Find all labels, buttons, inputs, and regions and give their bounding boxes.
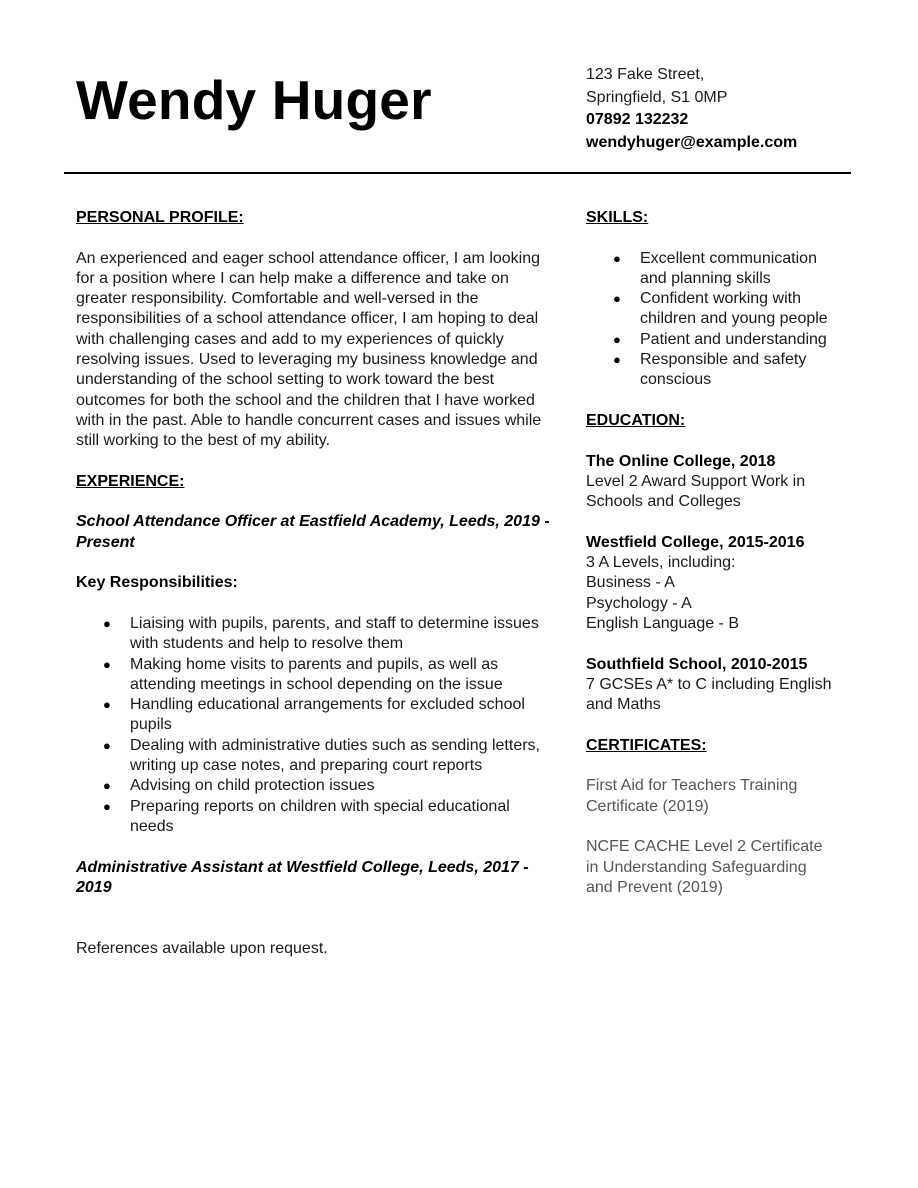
phone-number: 07892 132232 <box>586 111 689 128</box>
list-item: ● Excellent communication and planning skills <box>586 249 836 290</box>
key-responsibilities-label: Key Responsibilities: <box>76 574 238 592</box>
education-entry-title: Southfield School, 2010-2015 <box>586 655 808 673</box>
skills-heading: SKILLS: <box>586 209 649 226</box>
education-heading: EDUCATION: <box>586 411 686 429</box>
certificates-heading: CERTIFICATES: <box>586 736 707 754</box>
education-entry-line: 7 GCSEs A* to C including English and Maths <box>586 675 832 714</box>
personal-profile-heading: PERSONAL PROFILE: <box>76 209 244 226</box>
list-item: ● Advising on child protection issues <box>76 776 551 796</box>
experience-heading: EXPERIENCE: <box>76 472 185 490</box>
education-entry-line: Business - A <box>586 574 675 592</box>
responsibilities-list <box>76 614 551 837</box>
list-item: ● Responsible and safety conscious <box>586 350 836 391</box>
header-divider <box>64 172 851 174</box>
candidate-name: Wendy Huger <box>76 69 432 131</box>
certificate-item: NCFE CACHE Level 2 Certificate in Understanding Safeguarding and Prevent (2019) <box>586 838 823 896</box>
job-title-1: School Attendance Officer at Eastfield Academy, Leeds, 2019 - Present <box>76 513 550 551</box>
list-item: ● Confident working with children and young people <box>586 289 836 330</box>
certificate-item: First Aid for Teachers Training Certificate (2019) <box>586 777 798 815</box>
list-item: ● Preparing reports on children with special educational needs <box>76 797 551 838</box>
list-item: ● Liaising with pupils, parents, and staff to determine issues with students and help to resolve them <box>76 614 551 655</box>
education-entry-title: The Online College, 2018 <box>586 452 776 470</box>
right-column <box>586 208 836 898</box>
list-item: ● Making home visits to parents and pupils, as well as attending meetings in school depending on the issue <box>76 655 551 696</box>
education-entry-title: Westfield College, 2015-2016 <box>586 533 805 551</box>
education-entry-line: 3 A Levels, including: <box>586 554 736 572</box>
skills-list <box>586 249 836 391</box>
list-item: ● Patient and understanding <box>586 330 836 350</box>
left-column <box>76 208 551 959</box>
email-address: wendyhuger@example.com <box>586 133 798 151</box>
education-entry-line: English Language - B <box>586 614 739 632</box>
contact-block <box>586 64 797 154</box>
references-note: References available upon request. <box>76 939 328 957</box>
education-entry-line: Level 2 Award Support Work in Schools and Colleges <box>586 472 806 511</box>
personal-profile-text: An experienced and eager school attendance officer, I am looking for a position where I can help make a difference and take on greater responsibility. Comfortable and well-versed in the responsibilities of a school attendance officer, I am hoping to deal with challenging cases and add to my experiences of quickly resolving issues. Used to leveraging my business knowledge and understanding of the school setting to work toward the best outcomes for both the school and the children that I have worked with in the past. Able to handle concurrent cases and issues while still working to the best of my ability. <box>76 249 542 450</box>
list-item: ● Dealing with administrative duties such as sending letters, writing up case notes, and preparing court reports <box>76 736 551 777</box>
address-line-1: 123 Fake Street, <box>586 66 705 83</box>
education-entry-line: Psychology - A <box>586 594 692 612</box>
list-item: ● Handling educational arrangements for excluded school pupils <box>76 695 551 736</box>
job-title-2: Administrative Assistant at Westfield College, Leeds, 2017 - 2019 <box>76 858 529 896</box>
address-line-2: Springfield, S1 0MP <box>586 88 728 106</box>
